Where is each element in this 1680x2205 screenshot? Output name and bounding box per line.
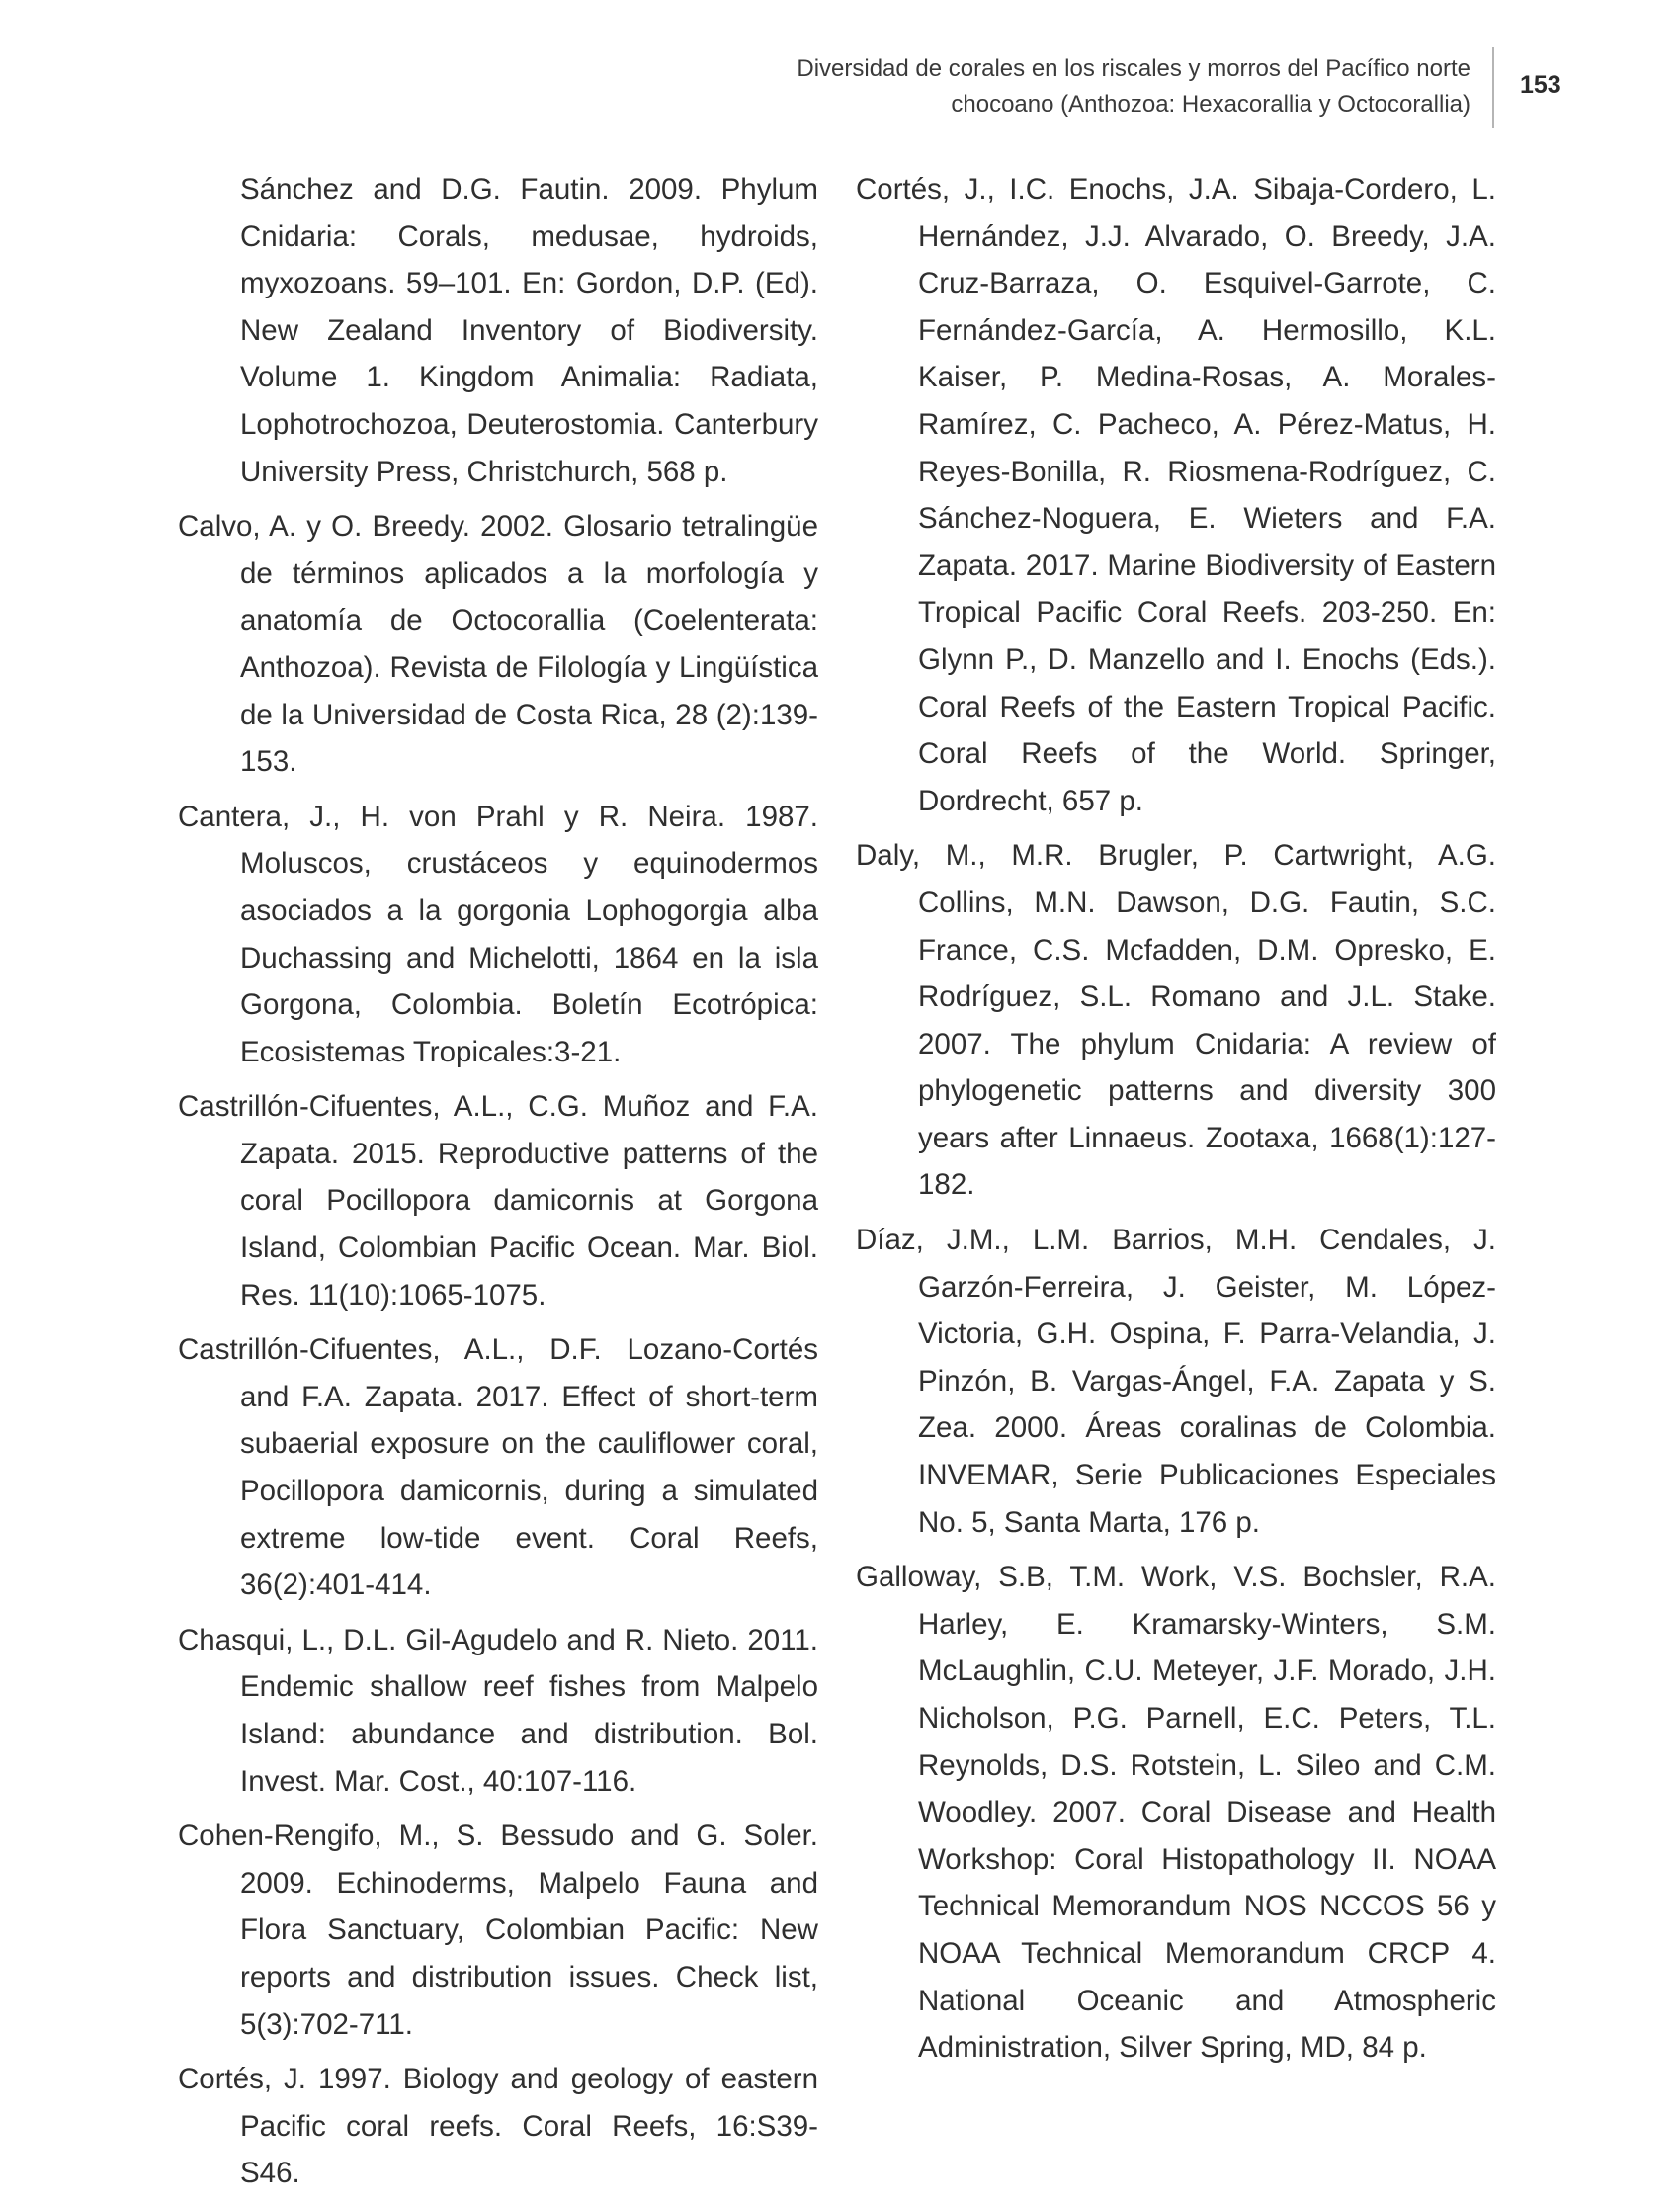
reference-entry: Castrillón-Cifuentes, A.L., D.F. Lozano-Cortés and F.A. Zapata. 2017. Effect of short-term subaerial exposure on the cauliflower coral, Pocillopora damicornis, during a simulated extreme low-tide event. Coral Reefs, 36(2):401-414. <box>178 1333 818 1602</box>
header-divider <box>1492 47 1494 128</box>
reference-entry: Cohen-Rengifo, M., S. Bessudo and G. Soler. 2009. Echinoderms, Malpelo Fauna and Flora Sanctuary, Colombian Pacific: New reports and distribution issues. Check list, 5(3):702-711. <box>178 1820 818 2041</box>
reference-entry: Cantera, J., H. von Prahl y R. Neira. 1987. Moluscos, crustáceos y equinodermos asociados a la gorgonia Lophogorgia alba Duchassing and Michelotti, 1864 en la isla Gorgona, Colombia. Boletín Ecotrópica: Ecosistemas Tropicales:3-21. <box>178 800 818 1068</box>
reference-entry: Cortés, J., I.C. Enochs, J.A. Sibaja-Cordero, L. Hernández, J.J. Alvarado, O. Breedy, J.A. Cruz-Barraza, O. Esquivel-Garrote, C. Fernández-García, A. Hermosillo, K.L. Kaiser, P. Medina-Rosas, A. Morales-Ramírez, C. Pacheco, A. Pérez-Matus, H. Reyes-Bonilla, R. Riosmena-Rodríguez, C. Sánchez-Noguera, E. Wieters and F.A. Zapata. 2017. Marine Biodiversity of Eastern Tropical Pacific Coral Reefs. 203-250. En: Glynn P., D. Manzello and I. Enochs (Eds.). Coral Reefs of the Eastern Tropical Pacific. Coral Reefs of the World. Springer, Dordrecht, 657 p. <box>856 173 1496 817</box>
page-number: 153 <box>1520 71 1561 99</box>
reference-entry: Castrillón-Cifuentes, A.L., C.G. Muñoz and F.A. Zapata. 2015. Reproductive patterns of the coral Pocillopora damicornis at Gorgona Island, Colombian Pacific Ocean. Mar. Biol. Res. 11(10):1065-1075. <box>178 1090 818 1312</box>
reference-entry: Díaz, J.M., L.M. Barrios, M.H. Cendales, J. Garzón-Ferreira, J. Geister, M. López-Victoria, G.H. Ospina, F. Parra-Velandia, J. Pinzón, B. Vargas-Ángel, F.A. Zapata y S. Zea. 2000. Áreas coralinas de Colombia. INVEMAR, Serie Publicaciones Especiales No. 5, Santa Marta, 176 p. <box>856 1224 1496 1539</box>
reference-entry: Cortés, J. 1997. Biology and geology of eastern Pacific coral reefs. Coral Reefs, 16:S39-S46. <box>178 2063 818 2190</box>
references-right-column <box>856 166 1496 2079</box>
reference-entry: Calvo, A. y O. Breedy. 2002. Glosario tetralingüe de términos aplicados a la morfología y anatomía de Octocorallia (Coelenterata: Anthozoa). Revista de Filología y Lingüística de la Universidad de Costa Rica, 28 (2):139-153. <box>178 510 818 779</box>
reference-entry: Chasqui, L., D.L. Gil-Agudelo and R. Nieto. 2011. Endemic shallow reef fishes from Malpelo Island: abundance and distribution. Bol. Invest. Mar. Cost., 40:107-116. <box>178 1623 818 1798</box>
reference-entry: Daly, M., M.R. Brugler, P. Cartwright, A.G. Collins, M.N. Dawson, D.G. Fautin, S.C. France, C.S. Mcfadden, D.M. Opresko, E. Rodríguez, S.L. Romano and J.L. Stake. 2007. The phylum Cnidaria: A review of phylogenetic patterns and diversity 300 years after Linnaeus. Zootaxa, 1668(1):127-182. <box>856 839 1496 1202</box>
reference-entry: Sánchez and D.G. Fautin. 2009. Phylum Cnidaria: Corals, medusae, hydroids, myxozoans. 59–101. En: Gordon, D.P. (Ed). New Zealand Inventory of Biodiversity. Volume 1. Kingdom Animalia: Radiata, Lophotrochozoa, Deuterostomia. Canterbury University Press, Christchurch, 568 p. <box>240 173 818 488</box>
reference-entry: Galloway, S.B, T.M. Work, V.S. Bochsler, R.A. Harley, E. Kramarsky-Winters, S.M. McLaughlin, C.U. Meteyer, J.F. Morado, J.H. Nicholson, P.G. Parnell, E.C. Peters, T.L. Reynolds, D.S. Rotstein, L. Sileo and C.M. Woodley. 2007. Coral Disease and Health Workshop: Coral Histopathology II. NOAA Technical Memorandum NOS NCCOS 56 y NOAA Technical Memorandum CRCP 4. National Oceanic and Atmospheric Administration, Silver Spring, MD, 84 p. <box>856 1561 1496 2065</box>
running-header <box>581 51 1470 123</box>
running-title-line-1: Diversidad de corales en los riscales y morros del Pacífico norte <box>797 55 1470 82</box>
running-title-line-2: chocoano (Anthozoa: Hexacorallia y Octocorallia) <box>951 91 1470 118</box>
references-left-column <box>178 166 818 2205</box>
